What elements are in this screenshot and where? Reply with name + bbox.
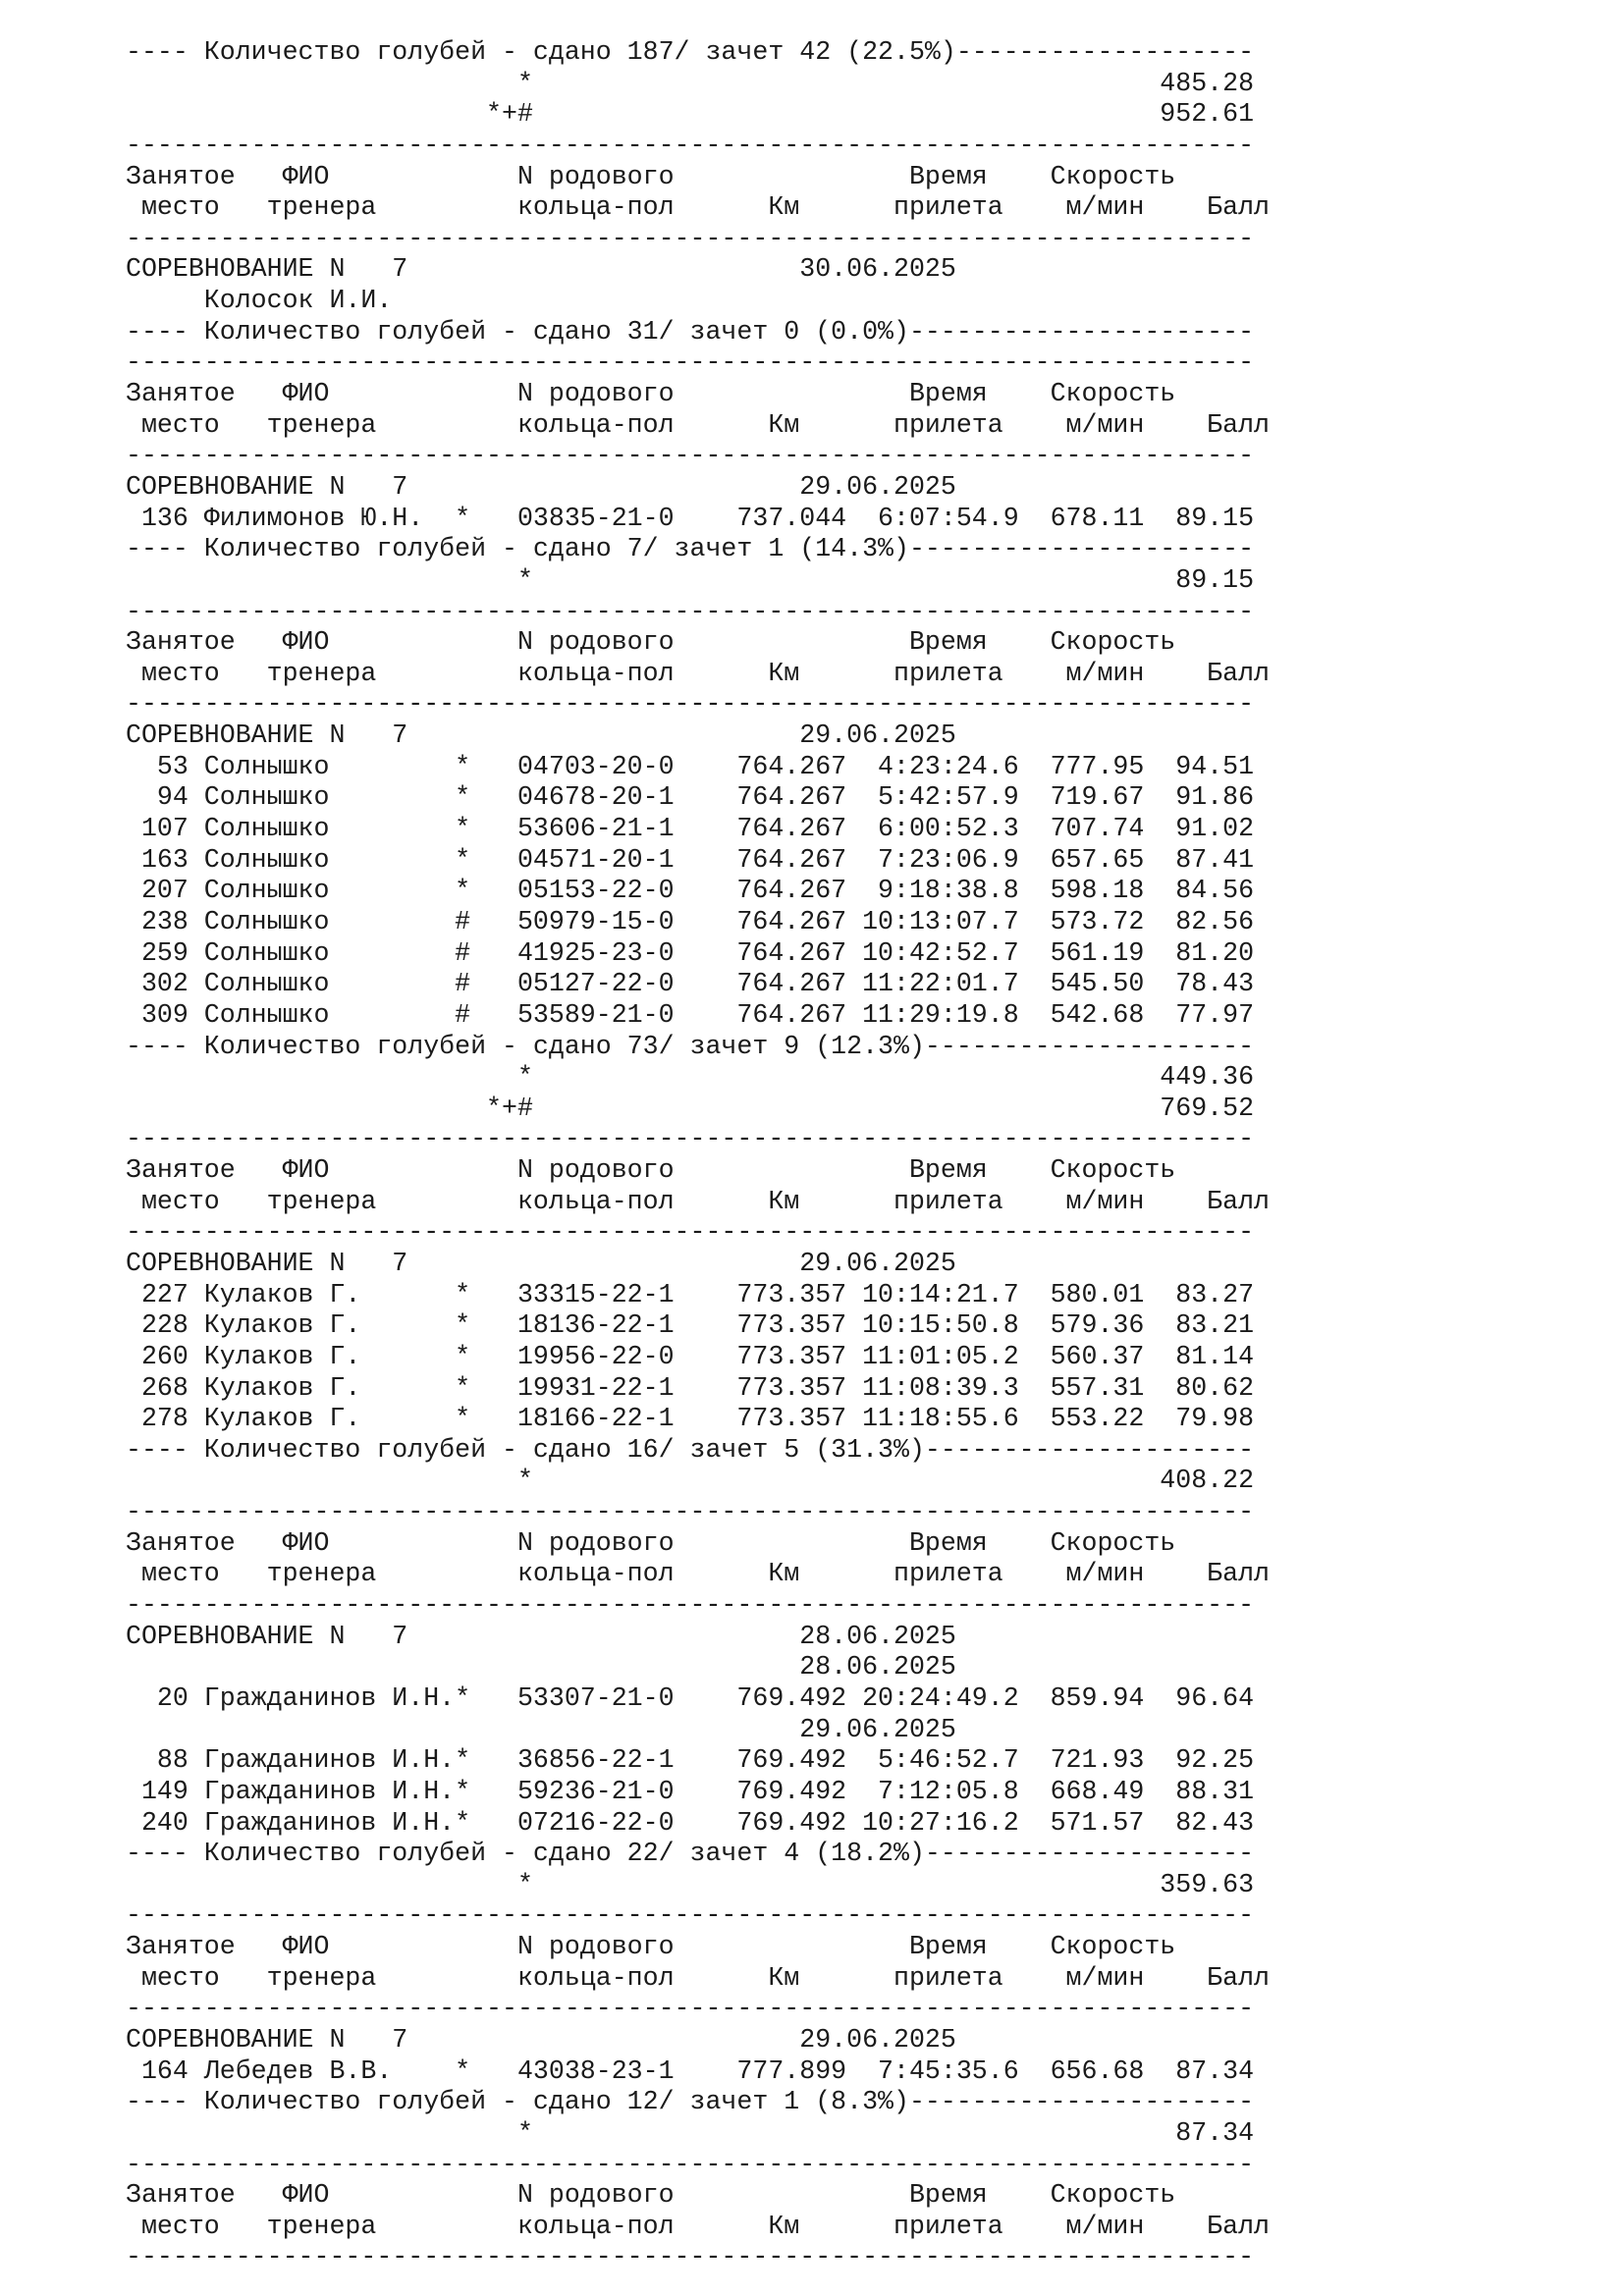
column-header: место тренера кольца-пол Км прилета м/мин Балл [126, 1559, 1270, 1589]
text-line: Колосок И.И. [126, 286, 393, 316]
column-header: место тренера кольца-пол Км прилета м/мин Балл [126, 658, 1270, 688]
column-header: место тренера кольца-пол Км прилета м/мин Балл [126, 2211, 1270, 2241]
column-header: место тренера кольца-пол Км прилета м/мин Балл [126, 409, 1270, 440]
competition-header: СОРЕВНОВАНИЕ N 7 29.06.2025 [126, 721, 956, 751]
column-header: Занятое ФИО N родового Время Скорость [126, 1932, 1176, 1962]
result-row: 88 Гражданинов И.Н.* 36856-22-1 769.492 5:46:52.7 721.93 92.25 [126, 1745, 1255, 1776]
separator-line: ------------------------------------------------------------------------ [126, 1124, 1255, 1154]
result-row: 207 Солнышко * 05153-22-0 764.267 9:18:38.8 598.18 84.56 [126, 876, 1255, 906]
date-line: 29.06.2025 [126, 1714, 956, 1744]
score-total: *+# 769.52 [126, 1093, 1255, 1123]
separator-line: ------------------------------------------------------------------------ [126, 596, 1255, 626]
result-row: 228 Кулаков Г. * 18136-22-1 773.357 10:15:50.8 579.36 83.21 [126, 1310, 1255, 1341]
competition-header: СОРЕВНОВАНИЕ N 7 29.06.2025 [126, 1248, 956, 1278]
summary-line: ---- Количество голубей - сдано 187/ зачет 42 (22.5%)------------------- [126, 37, 1255, 67]
result-row: 164 Лебедев В.В. * 43038-23-1 777.899 7:45:35.6 656.68 87.34 [126, 2056, 1255, 2086]
column-header: Занятое ФИО N родового Время Скорость [126, 161, 1176, 191]
separator-line: ------------------------------------------------------------------------ [126, 223, 1255, 253]
competition-header: СОРЕВНОВАНИЕ N 7 30.06.2025 [126, 254, 956, 285]
result-row: 107 Солнышко * 53606-21-1 764.267 6:00:52.3 707.74 91.02 [126, 814, 1255, 844]
summary-line: ---- Количество голубей - сдано 12/ зачет 1 (8.3%)---------------------- [126, 2087, 1255, 2117]
score-total: * 408.22 [126, 1466, 1255, 1496]
result-row: 53 Солнышко * 04703-20-0 764.267 4:23:24.6 777.95 94.51 [126, 751, 1255, 781]
separator-line: ------------------------------------------------------------------------ [126, 441, 1255, 471]
result-row: 227 Кулаков Г. * 33315-22-1 773.357 10:14:21.7 580.01 83.27 [126, 1279, 1255, 1309]
score-total: * 87.34 [126, 2117, 1255, 2148]
result-row: 260 Кулаков Г. * 19956-22-0 773.357 11:01:05.2 560.37 81.14 [126, 1341, 1255, 1371]
date-line: 28.06.2025 [126, 1652, 956, 1682]
result-row: 278 Кулаков Г. * 18166-22-1 773.357 11:18:55.6 553.22 79.98 [126, 1404, 1255, 1434]
column-header: Занятое ФИО N родового Время Скорость [126, 1155, 1176, 1186]
separator-line: ------------------------------------------------------------------------ [126, 689, 1255, 720]
score-total: * 485.28 [126, 68, 1255, 98]
result-row: 149 Гражданинов И.Н.* 59236-21-0 769.492 7:12:05.8 668.49 88.31 [126, 1776, 1255, 1806]
separator-line: ------------------------------------------------------------------------ [126, 1217, 1255, 1248]
results-printout [126, 37, 1270, 2273]
column-header: Занятое ФИО N родового Время Скорость [126, 379, 1176, 409]
summary-line: ---- Количество голубей - сдано 16/ зачет 5 (31.3%)--------------------- [126, 1434, 1255, 1465]
separator-line: ------------------------------------------------------------------------ [126, 2149, 1255, 2179]
column-header: Занятое ФИО N родового Время Скорость [126, 1527, 1176, 1558]
column-header: место тренера кольца-пол Км прилета м/мин Балл [126, 1186, 1270, 1216]
score-total: * 89.15 [126, 564, 1255, 595]
separator-line: ------------------------------------------------------------------------ [126, 1900, 1255, 1931]
score-total: *+# 952.61 [126, 99, 1255, 130]
separator-line: ------------------------------------------------------------------------ [126, 2242, 1255, 2272]
column-header: Занятое ФИО N родового Время Скорость [126, 2180, 1176, 2211]
summary-line: ---- Количество голубей - сдано 7/ зачет 1 (14.3%)---------------------- [126, 534, 1255, 564]
summary-line: ---- Количество голубей - сдано 31/ зачет 0 (0.0%)---------------------- [126, 316, 1255, 347]
result-row: 20 Гражданинов И.Н.* 53307-21-0 769.492 20:24:49.2 859.94 96.64 [126, 1682, 1255, 1713]
result-row: 238 Солнышко # 50979-15-0 764.267 10:13:07.7 573.72 82.56 [126, 906, 1255, 936]
column-header: место тренера кольца-пол Км прилета м/мин Балл [126, 192, 1270, 223]
result-row: 94 Солнышко * 04678-20-1 764.267 5:42:57.9 719.67 91.86 [126, 782, 1255, 813]
result-row: 259 Солнышко # 41925-23-0 764.267 10:42:52.7 561.19 81.20 [126, 937, 1255, 968]
separator-line: ------------------------------------------------------------------------ [126, 1590, 1255, 1621]
result-row: 240 Гражданинов И.Н.* 07216-22-0 769.492 10:27:16.2 571.57 82.43 [126, 1807, 1255, 1838]
competition-header: СОРЕВНОВАНИЕ N 7 29.06.2025 [126, 2025, 956, 2055]
summary-line: ---- Количество голубей - сдано 22/ зачет 4 (18.2%)--------------------- [126, 1839, 1255, 1869]
competition-header: СОРЕВНОВАНИЕ N 7 29.06.2025 [126, 471, 956, 502]
separator-line: ------------------------------------------------------------------------ [126, 1994, 1255, 2024]
separator-line: ------------------------------------------------------------------------ [126, 1497, 1255, 1527]
result-row: 302 Солнышко # 05127-22-0 764.267 11:22:01.7 545.50 78.43 [126, 969, 1255, 999]
result-row: 268 Кулаков Г. * 19931-22-1 773.357 11:08:39.3 557.31 80.62 [126, 1372, 1255, 1403]
result-row: 163 Солнышко * 04571-20-1 764.267 7:23:06.9 657.65 87.41 [126, 844, 1255, 875]
separator-line: ------------------------------------------------------------------------ [126, 347, 1255, 378]
score-total: * 449.36 [126, 1062, 1255, 1093]
column-header: место тренера кольца-пол Км прилета м/мин Балл [126, 1962, 1270, 1993]
score-total: * 359.63 [126, 1869, 1255, 1899]
summary-line: ---- Количество голубей - сдано 73/ зачет 9 (12.3%)--------------------- [126, 1031, 1255, 1061]
result-row: 136 Филимонов Ю.Н. * 03835-21-0 737.044 6:07:54.9 678.11 89.15 [126, 503, 1255, 533]
separator-line: ------------------------------------------------------------------------ [126, 130, 1255, 160]
competition-header: СОРЕВНОВАНИЕ N 7 28.06.2025 [126, 1621, 956, 1651]
column-header: Занятое ФИО N родового Время Скорость [126, 627, 1176, 658]
result-row: 309 Солнышко # 53589-21-0 764.267 11:29:19.8 542.68 77.97 [126, 999, 1255, 1030]
